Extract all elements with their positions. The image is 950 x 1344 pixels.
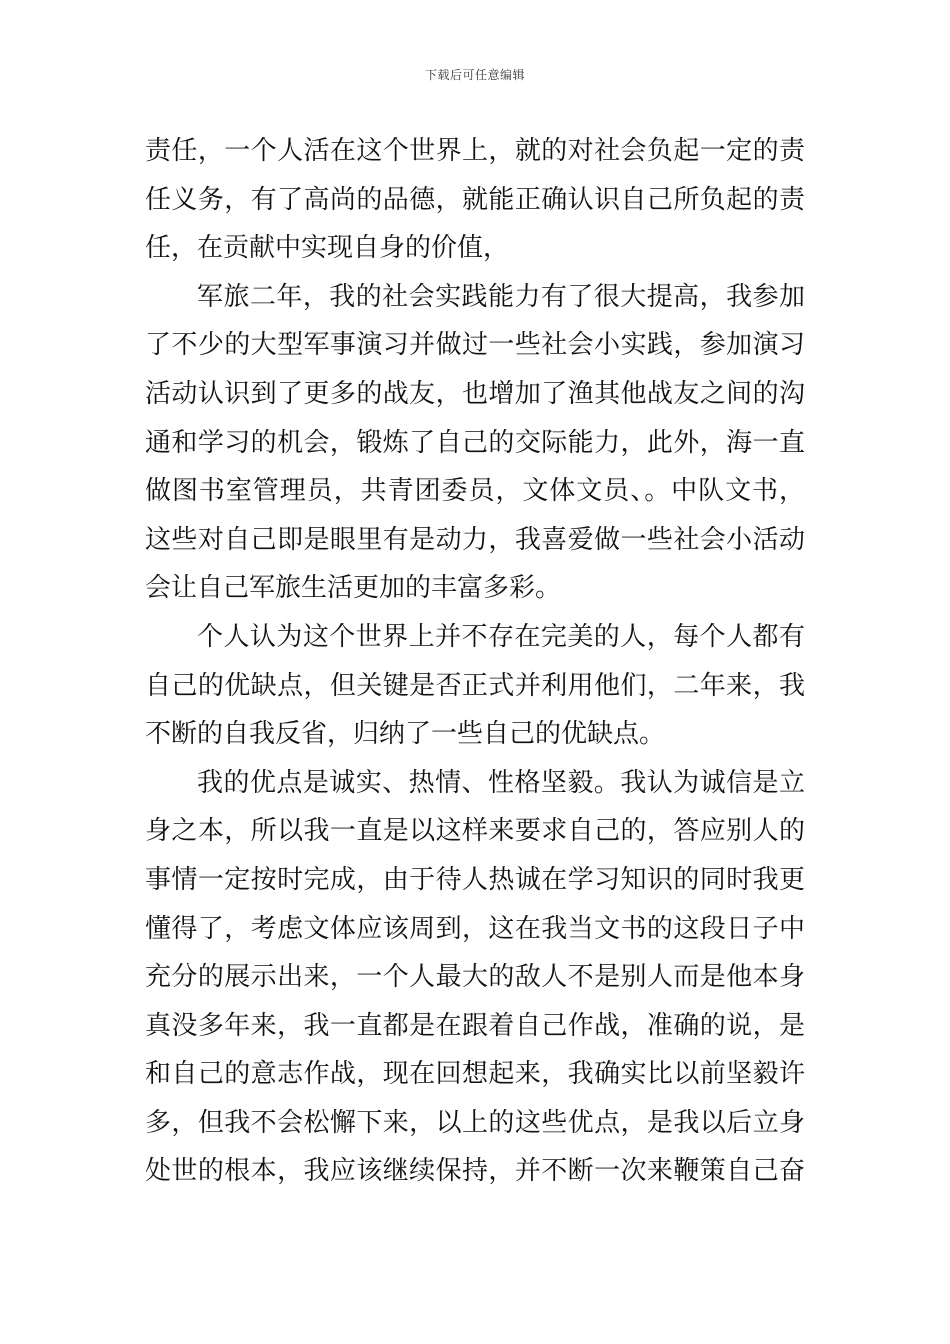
text-line: 活动认识到了更多的战友，也增加了渔其他战友之间的沟 xyxy=(145,378,805,409)
text-line: 军旅二年，我的社会实践能力有了很大提高，我参加 xyxy=(197,281,805,312)
paragraph xyxy=(145,273,805,613)
paragraph xyxy=(145,127,805,273)
text-line: 了不少的大型军事演习并做过一些社会小实践，参加演习 xyxy=(145,330,805,361)
text-line: 多，但我不会松懈下来，以上的这些优点，是我以后立身 xyxy=(145,1107,805,1138)
text-line: 做图书室管理员，共青团委员，文体文员、。中队文书， xyxy=(145,476,805,507)
text-line: 事情一定按时完成，由于待人热诚在学习知识的同时我更 xyxy=(145,864,805,895)
text-line: 责任，一个人活在这个世界上，就的对社会负起一定的责 xyxy=(145,136,805,166)
text-line: 不断的自我反省，归纳了一些自己的优缺点。 xyxy=(145,719,666,750)
text-line: 任，在贡献中实现自身的价值， xyxy=(145,233,510,264)
text-line: 个人认为这个世界上并不存在完美的人，每个人都有 xyxy=(197,621,805,652)
text-line: 处世的根本，我应该继续保持，并不断一次来鞭策自己奋 xyxy=(145,1156,805,1187)
text-line: 任义务，有了高尚的品德，就能正确认识自己所负起的责 xyxy=(145,184,805,215)
text-line: 自己的优缺点，但关键是否正式并利用他们，二年来，我 xyxy=(145,670,805,701)
text-line: 这些对自己即是眼里有是动力，我喜爱做一些社会小活动 xyxy=(145,524,805,555)
text-line: 充分的展示出来，一个人最大的敌人不是别人而是他本身 xyxy=(145,962,805,993)
text-line: 懂得了，考虑文体应该周到，这在我当文书的这段日子中 xyxy=(145,913,805,944)
text-line: 通和学习的机会，锻炼了自己的交际能力，此外，海一直 xyxy=(145,427,805,458)
text-line: 会让自己军旅生活更加的丰富多彩。 xyxy=(145,573,562,604)
document-body xyxy=(145,127,805,1196)
paragraph xyxy=(145,613,805,759)
text-line: 身之本，所以我一直是以这样来要求自己的，答应别人的 xyxy=(145,816,805,847)
text-line: 和自己的意志作战，现在回想起来，我确实比以前坚毅许 xyxy=(145,1059,805,1090)
page-header-note: 下载后可任意编辑 xyxy=(424,68,525,82)
text-line: 我的优点是诚实、热情、性格坚毅。我认为诚信是立 xyxy=(197,767,805,798)
paragraph xyxy=(145,759,805,1196)
text-line: 真没多年来，我一直都是在跟着自己作战，准确的说，是 xyxy=(145,1010,805,1041)
